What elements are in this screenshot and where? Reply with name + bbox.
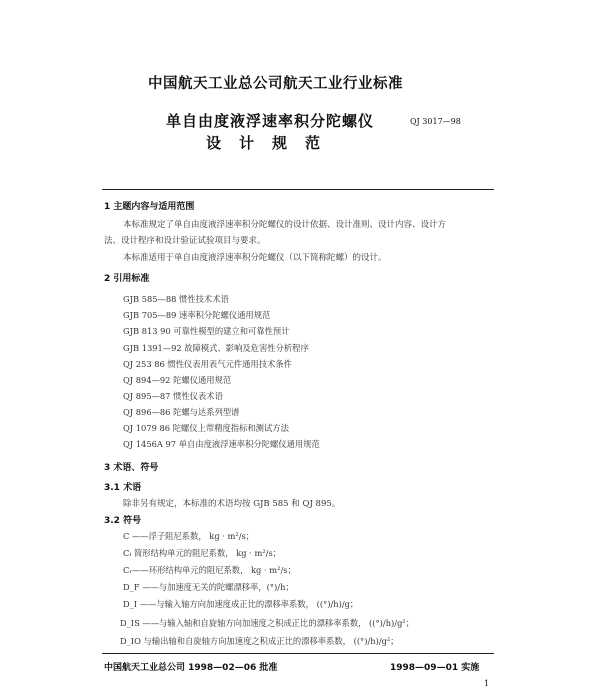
reference-item: GJB 705—89 速率积分陀螺仪通用规范 [123, 310, 271, 320]
document-subtitle: 设计规范 [206, 134, 339, 152]
section-1-para-2: 本标准适用于单自由度液浮速率积分陀螺仪（以下简称陀螺）的设计。 [123, 253, 387, 263]
reference-item: QJ 1456A 97 单自由度液浮速率积分陀螺仪通用规范 [123, 439, 320, 449]
section-1-para-1-line-2: 法、设计程序和设计验证试验项目与要求。 [104, 236, 266, 246]
section-3-1-heading: 3.1 术语 [104, 483, 142, 493]
org-standard-header: 中国航天工业总公司航天工业行业标准 [148, 76, 403, 92]
section-3-heading: 3 术语、符号 [104, 463, 159, 473]
page-number: 1 [484, 679, 490, 688]
reference-item: QJ 894—92 陀螺仪通用规范 [123, 375, 232, 385]
section-1-para-1-line-1: 本标准规定了单自由度液浮速率积分陀螺仪的设计依据、设计准则、设计内容、设计方 [123, 220, 447, 230]
section-2-heading: 2 引用标准 [104, 274, 150, 284]
symbol-definition: D_F ——与加速度无关的陀螺漂移率，(°)/h； [123, 582, 294, 592]
footer-rule [102, 653, 494, 654]
standard-code: QJ 3017—98 [410, 117, 461, 126]
section-3-2-heading: 3.2 符号 [104, 516, 142, 526]
symbol-definition: C ——浮子阻尼系数， kg · m²/s； [123, 531, 255, 541]
document-title: 单自由度液浮速率积分陀螺仪 [166, 112, 375, 130]
symbol-definition: Cₗ 简形结构单元的阻尼系数， kg · m²/s； [123, 548, 281, 558]
reference-item: QJ 1079 86 陀螺仪上带精度指标和测试方法 [123, 423, 289, 433]
section-1-heading: 1 主题内容与适用范围 [104, 202, 195, 212]
reference-item: QJ 896—86 陀螺与达系列型谱 [123, 407, 240, 417]
symbol-definition: D_IS ——与输入轴和自旋轴方向加速度之积成正比的漂移率系数， ((°)/h)/g²； [120, 618, 415, 628]
section-3-1-text: 除非另有规定，本标准的术语均按 GJB 585 和 QJ 895。 [123, 499, 341, 509]
effective-date: 1998—09—01 实施 [390, 663, 480, 673]
header-rule [102, 189, 494, 190]
symbol-definition: Cᵣ——环形结构单元的阻尼系数， kg · m²/s； [123, 565, 296, 575]
reference-item: GJB 1391—92 故障模式、影响及危害性分析程序 [123, 343, 309, 353]
reference-item: GJB 585—88 惯性技术术语 [123, 294, 229, 304]
symbol-definition: D_I ——与输入轴方向加速度成正比的漂移率系数， ((°)/h)/g； [123, 599, 359, 609]
reference-item: GJB 813 90 可靠性模型的建立和可靠性预计 [123, 326, 290, 336]
reference-item: QJ 895—87 惯性仪表术语 [123, 391, 223, 401]
approval-info: 中国航天工业总公司 1998—02—06 批准 [104, 663, 278, 673]
reference-item: QJ 253 86 惯性仪表用表气元件通用技术条件 [123, 359, 292, 369]
symbol-definition: D_IO 与输出轴和自旋轴方向加速度之积成正比的漂移率系数， ((°)/h)/g²； [120, 636, 399, 646]
